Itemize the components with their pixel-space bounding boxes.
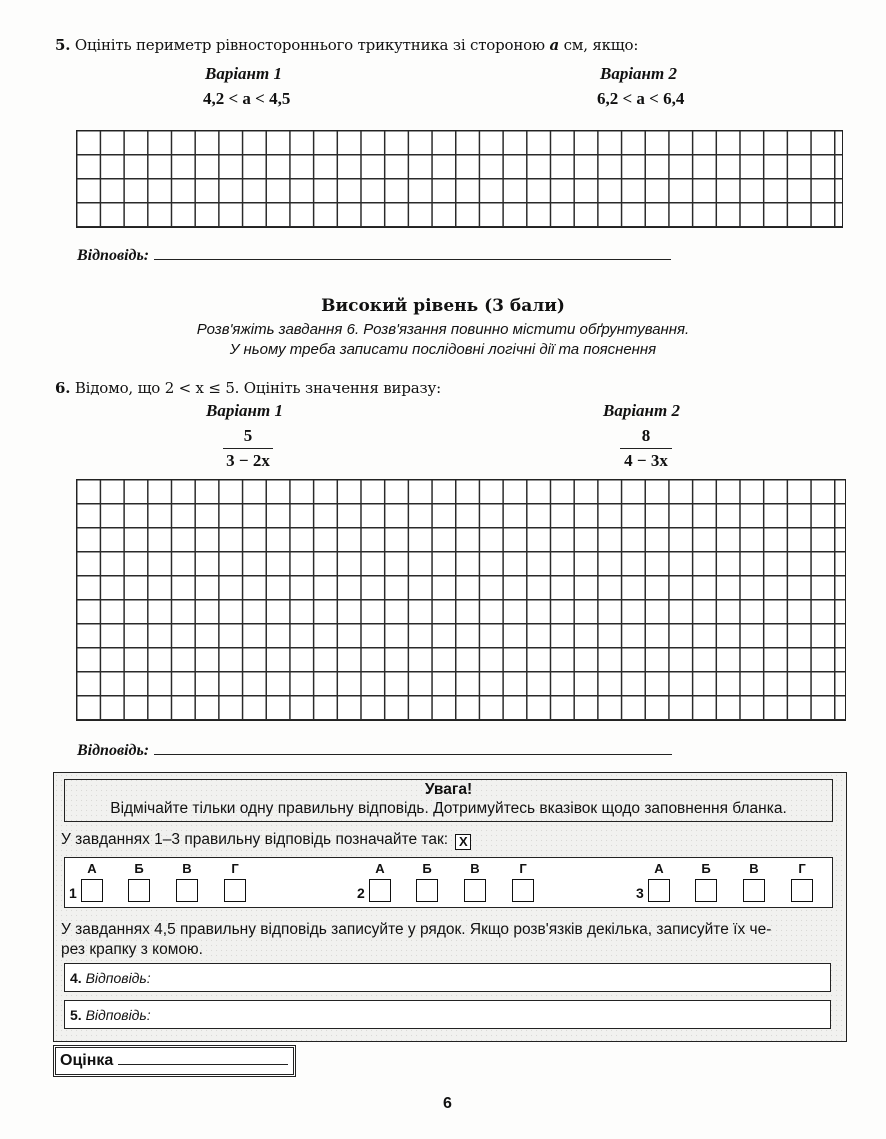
checkbox[interactable]	[224, 879, 246, 902]
page-number: 6	[443, 1095, 452, 1112]
mc-instruction	[61, 831, 471, 850]
task5-prompt-text: Оцініть периметр рівностороннього трикутника зі стороною	[74, 36, 545, 54]
task5-variant2-label: Варіант 2	[600, 64, 677, 83]
task5-answer-line[interactable]	[154, 245, 671, 260]
task5-variant1-condition: 4,2 < a < 4,5	[203, 89, 291, 108]
task6-variant1-label: Варіант 1	[206, 401, 283, 420]
question-3-option-b[interactable]: Б	[695, 862, 717, 902]
task6-answer-line[interactable]	[154, 740, 672, 755]
checkbox[interactable]	[512, 879, 534, 902]
checkbox[interactable]	[416, 879, 438, 902]
task5-prompt	[55, 36, 638, 54]
task6-prompt	[55, 379, 441, 397]
short-answer-instruction-2: рез крапку з комою.	[61, 941, 203, 958]
question-3-number: 3	[636, 885, 644, 901]
task6-number: 6.	[55, 379, 71, 397]
checkbox[interactable]	[128, 879, 150, 902]
sample-mark-icon: X	[455, 834, 471, 850]
checkbox[interactable]	[176, 879, 198, 902]
task6-variant1-numerator: 5	[243, 426, 253, 445]
task5-variable: a	[549, 36, 559, 54]
task6-variant2-numerator: 8	[641, 426, 651, 445]
task6-variant2-label: Варіант 2	[603, 401, 680, 420]
question-2-option-v[interactable]: В	[464, 862, 486, 902]
question-3-option-g[interactable]: Г	[791, 862, 813, 902]
checkbox[interactable]	[791, 879, 813, 902]
checkbox[interactable]	[743, 879, 765, 902]
multiple-choice-box	[64, 857, 833, 908]
question-1-option-b[interactable]: Б	[128, 862, 150, 902]
task6-answer-label: Відповідь:	[77, 742, 150, 759]
grade-line[interactable]	[118, 1052, 288, 1065]
task6-variant1-denominator: 3 − 2x	[226, 451, 270, 470]
question-2-option-a[interactable]: А	[369, 862, 391, 902]
task5-solution-grid[interactable]	[76, 130, 843, 228]
checkbox[interactable]	[369, 879, 391, 902]
question-3-option-v[interactable]: В	[743, 862, 765, 902]
short-answer-instruction	[61, 920, 771, 960]
high-level-instruction-1: Розв'яжіть завдання 6. Розв'язання повинно містити обґрунтування.	[196, 321, 690, 338]
task5-number: 5.	[55, 36, 71, 54]
task6-solution-grid[interactable]	[76, 479, 846, 721]
answer-sheet-box	[53, 772, 847, 1042]
short-answer-instruction-1: У завданнях 4,5 правильну відповідь записуйте у рядок. Якщо розв'язків декілька, записуйте їх че-	[61, 921, 772, 938]
high-level-heading: Високий рівень (3 бали)	[321, 296, 565, 316]
checkbox[interactable]	[695, 879, 717, 902]
answer-4-field[interactable]	[64, 963, 831, 992]
task6-answer-row	[77, 740, 672, 760]
task6-variant2-fraction	[620, 426, 672, 471]
grade-label: Оцінка	[60, 1052, 114, 1069]
question-2-option-b[interactable]: Б	[416, 862, 438, 902]
answer-5-number: 5.	[70, 1007, 82, 1023]
question-2-number: 2	[357, 885, 365, 901]
checkbox[interactable]	[648, 879, 670, 902]
answer-4-number: 4.	[70, 970, 82, 986]
high-level-instruction-2: У ньому треба записати послідовні логічні дії та пояснення	[229, 341, 657, 358]
question-1-number: 1	[69, 885, 77, 901]
task6-variant2-denominator: 4 − 3x	[624, 451, 668, 470]
task5-answer-label: Відповідь:	[77, 247, 150, 264]
task6-prompt-text: Відомо, що 2 < x ≤ 5. Оцініть значення виразу:	[74, 379, 441, 397]
answer-5-label: Відповідь:	[85, 1007, 151, 1023]
notice-box	[64, 779, 833, 822]
notice-text: Відмічайте тільки одну правильну відповідь. Дотримуйтесь вказівок щодо заповнення бланка.	[110, 800, 787, 817]
grade-box	[53, 1045, 296, 1077]
checkbox[interactable]	[81, 879, 103, 902]
task5-answer-row	[77, 245, 671, 265]
task5-prompt-suffix: см, якщо:	[563, 36, 639, 54]
answer-4-label: Відповідь:	[85, 970, 151, 986]
task5-variant2-condition: 6,2 < a < 6,4	[597, 89, 685, 108]
question-2-option-g[interactable]: Г	[512, 862, 534, 902]
question-1-option-a[interactable]: А	[81, 862, 103, 902]
task6-variant1-fraction	[223, 426, 273, 471]
question-1-option-g[interactable]: Г	[224, 862, 246, 902]
question-3-option-a[interactable]: А	[648, 862, 670, 902]
question-1-option-v[interactable]: В	[176, 862, 198, 902]
mc-instruction-text: У завданнях 1–3 правильну відповідь позначайте так:	[61, 831, 449, 848]
checkbox[interactable]	[464, 879, 486, 902]
answer-5-field[interactable]	[64, 1000, 831, 1029]
notice-title: Увага!	[424, 781, 473, 798]
task5-variant1-label: Варіант 1	[205, 64, 282, 83]
